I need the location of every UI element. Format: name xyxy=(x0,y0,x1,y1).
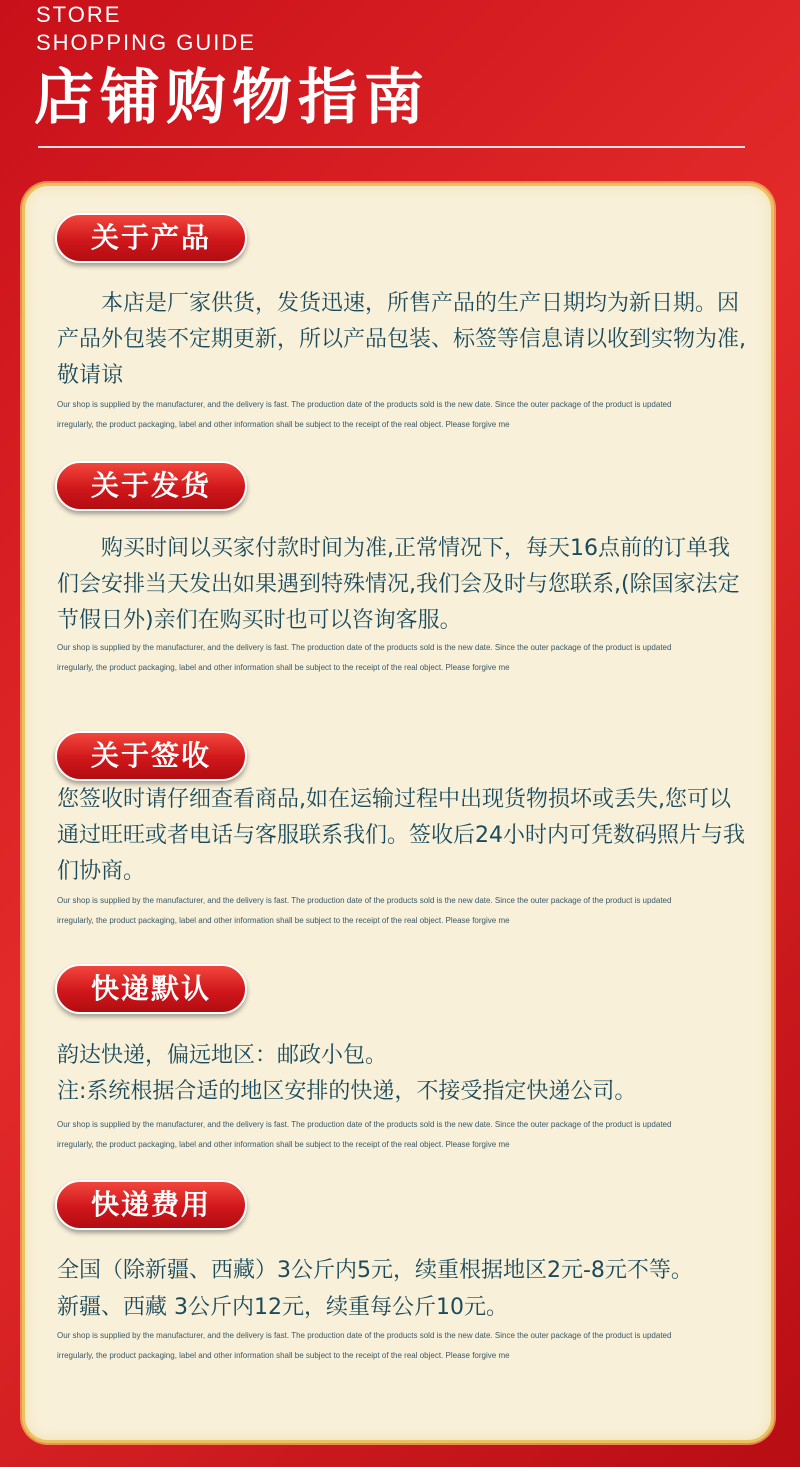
header-en-store: STORE xyxy=(36,2,122,27)
page-title: 店铺购物指南 xyxy=(34,63,430,133)
section-title-default-courier: 快递默认 xyxy=(55,964,247,1014)
section-body-shipping-fee-line2: 新疆、西藏 3公斤内12元，续重每公斤10元。 xyxy=(57,1295,508,1320)
section-en-line2-shipping-fee: irregularly, the product packaging, label and other information shall be subject to the receipt of the real object. Please forgive me xyxy=(57,1351,510,1360)
section-en-line1-receipt: Our shop is supplied by the manufacturer, and the delivery is fast. The production date of the products sold is the new date. Since the outer package of the product is updated xyxy=(57,896,672,905)
header-en-shopping-guide: SHOPPING GUIDE xyxy=(36,30,256,55)
section-body-default-courier-line2: 注:系统根据合适的地区安排的快递，不接受指定快递公司。 xyxy=(57,1079,637,1104)
section-body-product: 本店是厂家供货，发货迅速，所售产品的生产日期均为新日期。因产品外包装不定期更新，所以产品包装、标签等信息请以收到实物为准,敬请谅 xyxy=(57,291,746,388)
section-title-shipping: 关于发货 xyxy=(55,461,247,511)
section-en-line1-default-courier: Our shop is supplied by the manufacturer, and the delivery is fast. The production date of the products sold is the new date. Since the outer package of the product is updated xyxy=(57,1120,672,1129)
section-body-default-courier-line1: 韵达快递，偏远地区：邮政小包。 xyxy=(57,1043,388,1068)
section-en-line1-shipping: Our shop is supplied by the manufacturer, and the delivery is fast. The production date of the products sold is the new date. Since the outer package of the product is updated xyxy=(57,643,672,652)
section-en-line2-shipping: irregularly, the product packaging, label and other information shall be subject to the receipt of the real object. Please forgive me xyxy=(57,663,510,672)
section-body-shipping-fee-line1: 全国（除新疆、西藏）3公斤内5元，续重根据地区2元-8元不等。 xyxy=(57,1258,693,1283)
section-title-shipping-fee: 快递费用 xyxy=(55,1180,247,1230)
section-title-product: 关于产品 xyxy=(55,213,247,263)
section-title-receipt: 关于签收 xyxy=(55,731,247,781)
section-body-shipping: 购买时间以买家付款时间为准,正常情况下，每天16点前的订单我们会安排当天发出如果遇到特殊情况,我们会及时与您联系,(除国家法定节假日外)亲们在购买时也可以咨询客服。 xyxy=(57,536,740,633)
section-en-line1-shipping-fee: Our shop is supplied by the manufacturer, and the delivery is fast. The production date of the products sold is the new date. Since the outer package of the product is updated xyxy=(57,1331,672,1340)
section-body-receipt: 您签收时请仔细查看商品,如在运输过程中出现货物损坏或丢失,您可以通过旺旺或者电话与客服联系我们。签收后24小时内可凭数码照片与我们协商。 xyxy=(57,787,745,884)
section-en-line2-receipt: irregularly, the product packaging, label and other information shall be subject to the receipt of the real object. Please forgive me xyxy=(57,916,510,925)
section-en-line2-product: irregularly, the product packaging, label and other information shall be subject to the receipt of the real object. Please forgive me xyxy=(57,420,510,429)
section-en-line1-product: Our shop is supplied by the manufacturer, and the delivery is fast. The production date of the products sold is the new date. Since the outer package of the product is updated xyxy=(57,400,672,409)
section-en-line2-default-courier: irregularly, the product packaging, label and other information shall be subject to the receipt of the real object. Please forgive me xyxy=(57,1140,510,1149)
header-divider xyxy=(38,146,745,148)
